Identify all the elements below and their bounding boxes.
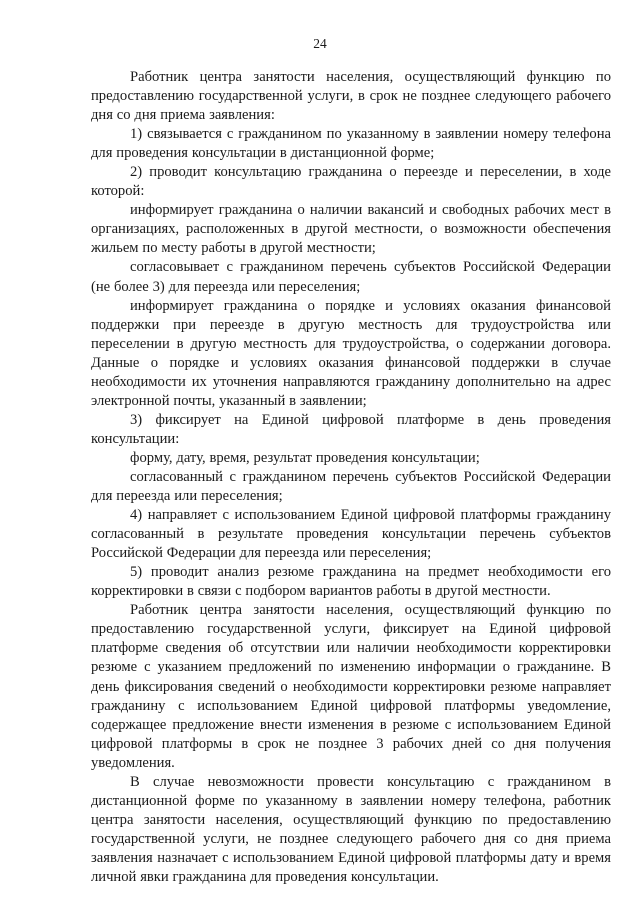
paragraph-intro: Работник центра занятости населения, осуществляющий функцию по предоставлению государственной услуги, в срок не позднее следующего рабочего дня со дня приема заявления: [91,69,611,124]
paragraph-item-5: 5) проводит анализ резюме гражданина на предмет необходимости его корректировки в связи с подбором вариантов работы в другой местности. [91,564,611,600]
paragraph-personal-visit: В случае невозможности провести консультацию с гражданином в дистанционной форме по указанному в заявлении номеру телефона, работник центра занятости населения, осуществляющий функцию по предоставлению государственной услуги, не позднее следующего рабочего дня со дня приема заявления назначает с использованием Единой цифровой платформы дату и время личной явки гражданина для проведения консультации. [91,773,611,885]
paragraph-item-2: 2) проводит консультацию гражданина о переезде и переселении, в ходе которой: [91,164,611,200]
document-body [91,68,611,887]
paragraph-item-3: 3) фиксирует на Единой цифровой платформе в день проведения консультации: [91,411,611,447]
page-number: 24 [313,36,327,51]
paragraph-regions: согласовывает с гражданином перечень субъектов Российской Федерации (не более 3) для переезда или переселения; [91,259,611,295]
paragraph-financial-support: информирует гражданина о порядке и условиях оказания финансовой поддержки при переезде в другую местность для трудоустройства или переселении в другую местность для трудоустройства, о содержании договора. Данные о порядке и условиях оказания финансовой поддержки в случае необходимости их уточнения направляются гражданину дополнительно на адрес электронной почты, указанный в заявлении; [91,297,611,409]
paragraph-item-4: 4) направляет с использованием Единой цифровой платформы гражданину согласованный в результате проведения консультации перечень субъектов Российской Федерации для переезда или переселения; [91,507,611,562]
paragraph-agreed-regions: согласованный с гражданином перечень субъектов Российской Федерации для переезда или переселения; [91,468,611,505]
paragraph-resume-correction: Работник центра занятости населения, осуществляющий функцию по предоставлению государственной услуги, фиксирует на Единой цифровой платформе сведения об отсутствии или наличии необходимости корректировки резюме с указанием предложений по изменению информации о гражданине. В день фиксирования сведений о необходимости корректировки резюме направляет гражданину с использованием Единой цифровой платформы уведомление, содержащее предложение внести изменения в резюме с использованием Единой цифровой платформы в срок не позднее 3 рабочих дней со дня получения уведомления. [91,602,611,771]
paragraph-vacancies: информирует гражданина о наличии вакансий и свободных рабочих мест в организациях, расположенных в другой местности, о возможности обеспечения жильем по месту работы в другой местности; [91,202,611,257]
paragraph-item-1: 1) связывается с гражданином по указанному в заявлении номеру телефона для проведения консультации в дистанционной форме; [91,126,611,162]
paragraph-consultation-form: форму, дату, время, результат проведения консультации; [130,449,480,466]
